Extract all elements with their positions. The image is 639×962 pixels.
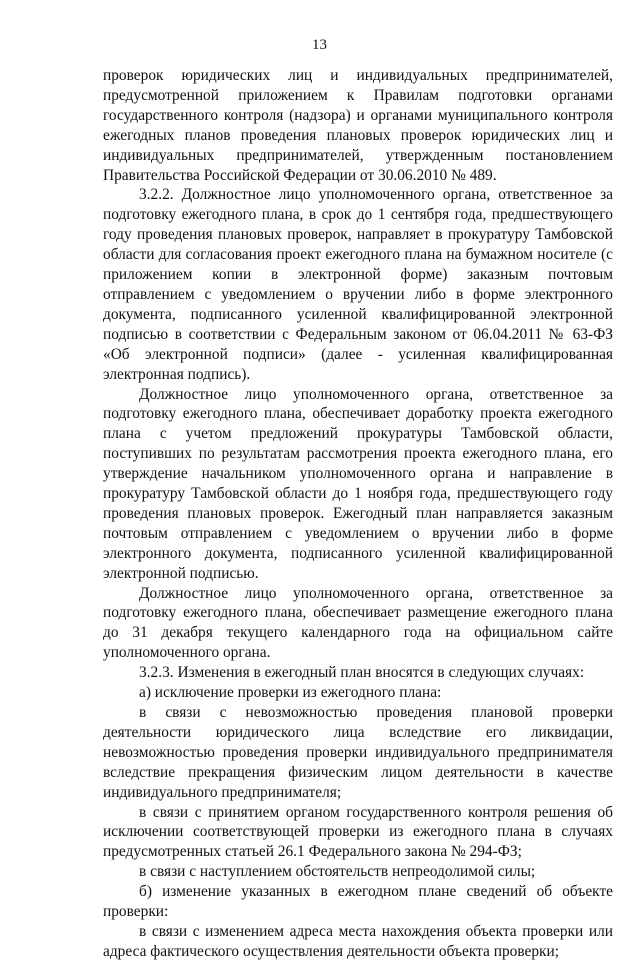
paragraph: б) изменение указанных в ежегодном плане сведений об объекте проверки: — [103, 883, 613, 921]
paragraph: 3.2.2. Должностное лицо уполномоченного органа, ответственное за подготовку ежегодного плана, в срок до 1 сентября года, предшествующего году проведения плановых проверок, направляет в прокуратуру Тамбовской области для согласования проект ежегодного плана на бумажном носителе (с приложением копии в электронной форме) заказным почтовым отправлением с уведомлением о вручении либо в форме электронного документа, подписанного усиленной квалифицированной электронной подписью в соответствии с Федеральным законом от 06.04.2011 № 63-ФЗ «Об электронной подписи» (далее - усиленная квалифицированная электронная подпись). — [103, 186, 613, 383]
paragraph: в связи с невозможностью проведения плановой проверки деятельности юридического лица вследствие его ликвидации, невозможностью проведения проверки индивидуального предпринимателя вследствие прекращения физическим лицом деятельности в качестве индивидуального предпринимателя; — [103, 704, 613, 801]
paragraph: 3.2.3. Изменения в ежегодный план вносятся в следующих случаях: — [139, 664, 585, 682]
document-body — [103, 66, 613, 962]
paragraph: проверок юридических лиц и индивидуальных предпринимателей, предусмотренной приложением к Правилам подготовки органами государственного контроля (надзора) и органами муниципального контроля ежегодных планов проведения плановых проверок юридических лиц и индивидуальных предпринимателей, утвержденным постановлением Правительства Российской Федерации от 30.06.2010 № 489. — [103, 67, 613, 184]
paragraph: а) исключение проверки из ежегодного плана: — [139, 684, 442, 702]
paragraph: в связи с принятием органом государственного контроля решения об исключении соответствующей проверки из ежегодного плана в случаях предусмотренных статьей 26.1 Федерального закона № 294-ФЗ; — [103, 803, 613, 861]
paragraph: в связи с наступлением обстоятельств непреодолимой силы; — [139, 863, 536, 881]
paragraph: Должностное лицо уполномоченного органа, ответственное за подготовку ежегодного плана, обеспечивает доработку проекта ежегодного плана с учетом предложений прокуратуры Тамбовской области, поступивших по результатам рассмотрения проекта ежегодного плана, его утверждение начальником уполномоченного органа и направление в прокуратуру Тамбовской области до 1 ноября года, предшествующего году проведения плановых проверок. Ежегодный план направляется заказным почтовым отправлением с уведомлением о вручении либо в форме электронного документа, подписанного усиленной квалифицированной электронной подписью. — [103, 385, 613, 582]
page-number: 13 — [312, 37, 327, 53]
paragraph: в связи с изменением адреса места нахождения объекта проверки или адреса фактического осуществления деятельности объекта проверки; — [103, 922, 613, 960]
paragraph: Должностное лицо уполномоченного органа, ответственное за подготовку ежегодного плана, обеспечивает размещение ежегодного плана до 31 декабря текущего календарного года на официальном сайте уполномоченного органа. — [103, 584, 613, 662]
